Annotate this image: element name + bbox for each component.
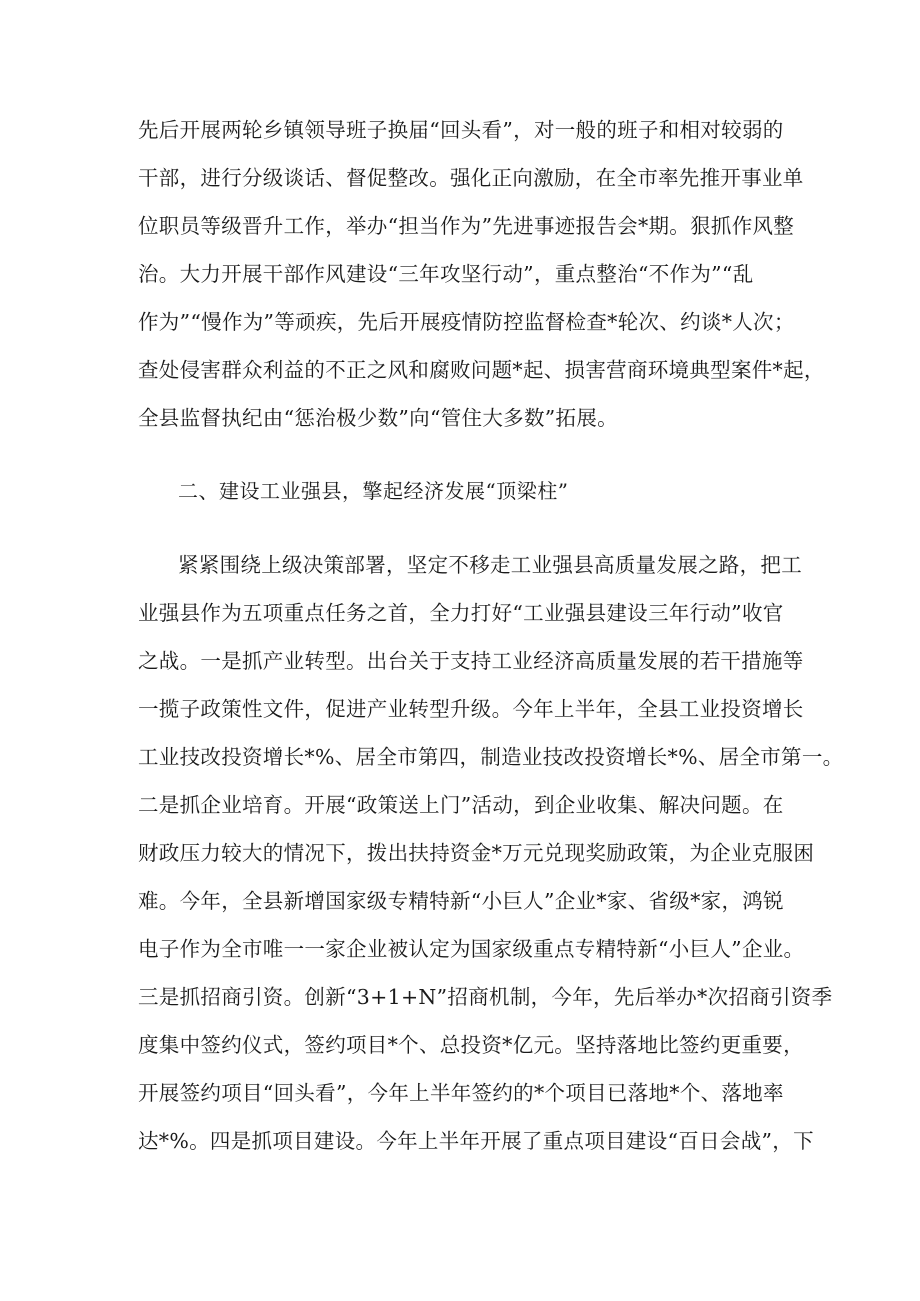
paragraph-1-line-7: 全县监督执纪由“惩治极少数”向“管住大多数”拓展。 — [138, 406, 618, 430]
paragraph-2-line-7: 财政压力较大的情况下，拨出扶持资金*万元兑现奖励政策，为企业克服困 — [138, 841, 815, 865]
paragraph-2-line-2: 业强县作为五项重点任务之首，全力打好“工业强县建设三年行动”收官 — [138, 601, 784, 625]
paragraph-1-line-4: 治。大力开展干部作风建设“三年攻坚行动”，重点整治“不作为”“乱 — [138, 262, 754, 286]
paragraph-1-line-3: 位职员等级晋升工作，举办“担当作为”先进事迹报告会*期。狠抓作风整 — [138, 214, 795, 238]
paragraph-2-line-11: 度集中签约仪式，签约项目*个、总投资*亿元。坚持落地比签约更重要， — [138, 1033, 804, 1057]
paragraph-2-line-12: 开展签约项目“回头看”，今年上半年签约的*个项目已落地*个、落地率 — [138, 1081, 784, 1105]
section-heading: 二、建设工业强县，擎起经济发展“顶梁柱” — [178, 479, 569, 503]
paragraph-2-line-5: 工业技改投资增长*%、居全市第四，制造业技改投资增长*%、居全市第一。 — [138, 745, 844, 769]
paragraph-2-line-1: 紧紧围绕上级决策部署，坚定不移走工业强县高质量发展之路，把工 — [178, 553, 802, 577]
paragraph-1-line-6: 查处侵害群众利益的不正之风和腐败问题*起、损害营商环境典型案件*起， — [138, 358, 825, 382]
paragraph-1-line-5: 作为”“慢作为”等顽疾，先后开展疫情防控监督检查*轮次、约谈*人次； — [138, 310, 795, 334]
paragraph-2-line-4: 一揽子政策性文件，促进产业转型升级。今年上半年，全县工业投资增长 — [138, 697, 804, 721]
paragraph-2-line-9: 电子作为全市唯一一家企业被认定为国家级重点专精特新“小巨人”企业。 — [138, 937, 805, 961]
paragraph-2-line-13: 达*%。四是抓项目建设。今年上半年开展了重点项目建设“百日会战”，下 — [138, 1129, 814, 1153]
paragraph-1-line-2: 干部，进行分级谈话、督促整改。强化正向激励，在全市率先推开事业单 — [138, 166, 804, 190]
paragraph-2-line-10: 三是抓招商引资。创新“3+1+N”招商机制，今年，先后举办*次招商引资季 — [138, 985, 833, 1009]
paragraph-2-line-8: 难。今年，全县新增国家级专精特新“小巨人”企业*家、省级*家，鸿锐 — [138, 889, 784, 913]
paragraph-2-line-6: 二是抓企业培育。开展“政策送上门”活动，到企业收集、解决问题。在 — [138, 793, 784, 817]
paragraph-1-line-1: 先后开展两轮乡镇领导班子换届“回头看”，对一般的班子和相对较弱的 — [138, 118, 784, 142]
paragraph-2-line-3: 之战。一是抓产业转型。出台关于支持工业经济高质量发展的若干措施等 — [138, 649, 804, 673]
